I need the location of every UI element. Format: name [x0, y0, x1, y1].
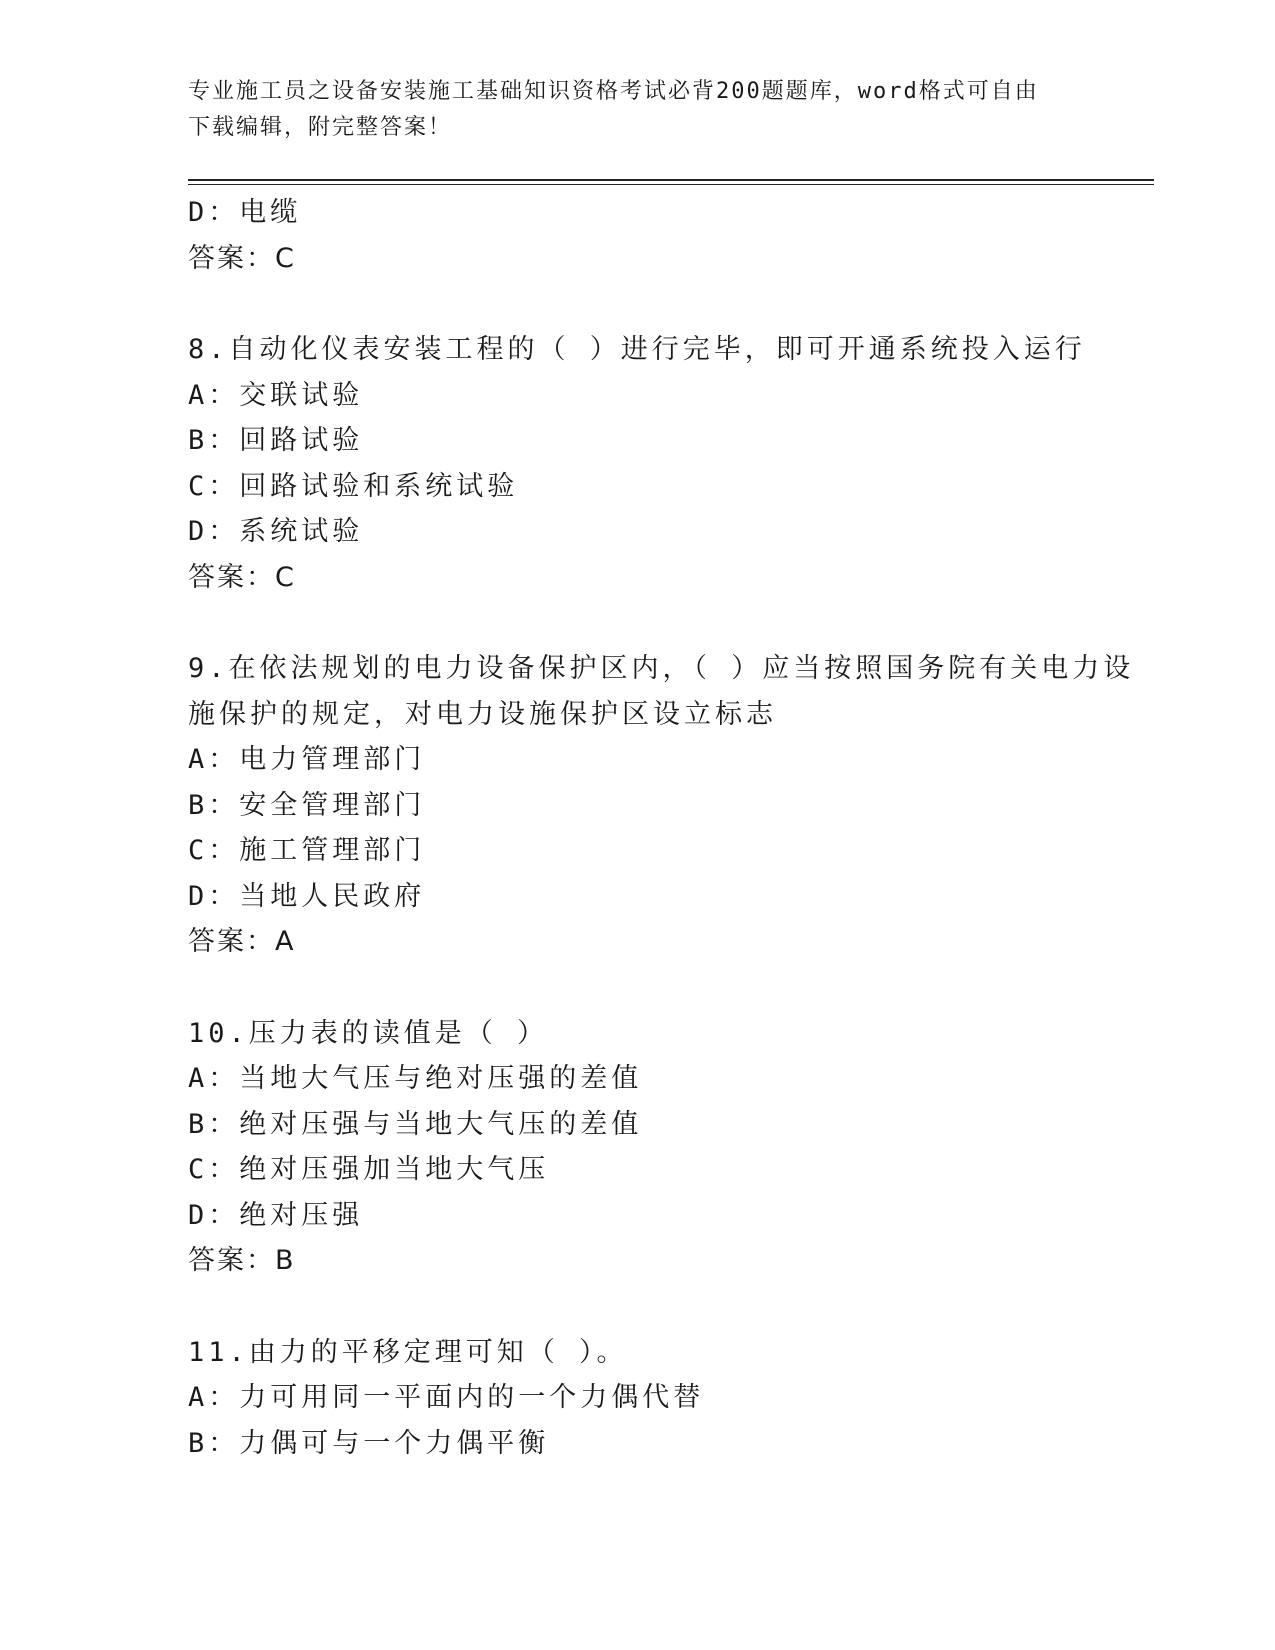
document-header — [188, 74, 1088, 146]
question-8-option-a: A：交联试验 — [188, 379, 364, 411]
answer-line: 答案：C — [188, 242, 296, 274]
question-8-answer: 答案：C — [188, 561, 296, 593]
question-9-text-line-2: 施保护的规定，对电力设施保护区设立标志 — [188, 698, 777, 730]
question-10-option-b: B：绝对压强与当地大气压的差值 — [188, 1108, 643, 1140]
header-line-2: 下载编辑，附完整答案！ — [188, 115, 453, 140]
header-divider-thick — [188, 179, 1154, 181]
question-10-option-a: A：当地大气压与绝对压强的差值 — [188, 1063, 643, 1094]
spacer — [188, 281, 1088, 327]
question-8-option-b: B：回路试验 — [188, 425, 364, 456]
question-11-option-a: A：力可用同一平面内的一个力偶代替 — [188, 1382, 705, 1413]
question-9-answer: 答案：A — [188, 926, 296, 957]
question-9-option-d: D：当地人民政府 — [188, 880, 426, 912]
header-divider-thin — [188, 184, 1154, 185]
question-10-answer: 答案：B — [188, 1245, 296, 1276]
spacer — [188, 965, 1088, 1011]
question-content — [188, 190, 1135, 1466]
question-10-option-d: D：绝对压强 — [188, 1199, 364, 1231]
question-9-option-b: B：安全管理部门 — [188, 789, 426, 821]
question-10-text: 10.压力表的读值是（ ） — [188, 1017, 549, 1049]
spacer — [188, 1284, 1088, 1330]
question-10-option-c: C：绝对压强加当地大气压 — [188, 1154, 550, 1185]
option-d: D：电缆 — [188, 197, 302, 228]
header-line-1: 专业施工员之设备安装施工基础知识资格考试必背200题题库，word格式可自由 — [188, 79, 1039, 104]
question-9-text-line-1: 9.在依法规划的电力设备保护区内，（ ）应当按照国务院有关电力设 — [188, 653, 1135, 684]
question-8-option-c: C：回路试验和系统试验 — [188, 470, 519, 502]
question-8-text: 8.自动化仪表安装工程的（ ）进行完毕，即可开通系统投入运行 — [188, 334, 1086, 365]
question-8-option-d: D：系统试验 — [188, 516, 364, 547]
question-9-option-c: C：施工管理部门 — [188, 835, 426, 866]
question-11-option-b: B：力偶可与一个力偶平衡 — [188, 1427, 550, 1459]
spacer — [188, 600, 1088, 646]
question-9-option-a: A：电力管理部门 — [188, 744, 426, 775]
question-11-text: 11.由力的平移定理可知（ ）。 — [188, 1336, 628, 1368]
